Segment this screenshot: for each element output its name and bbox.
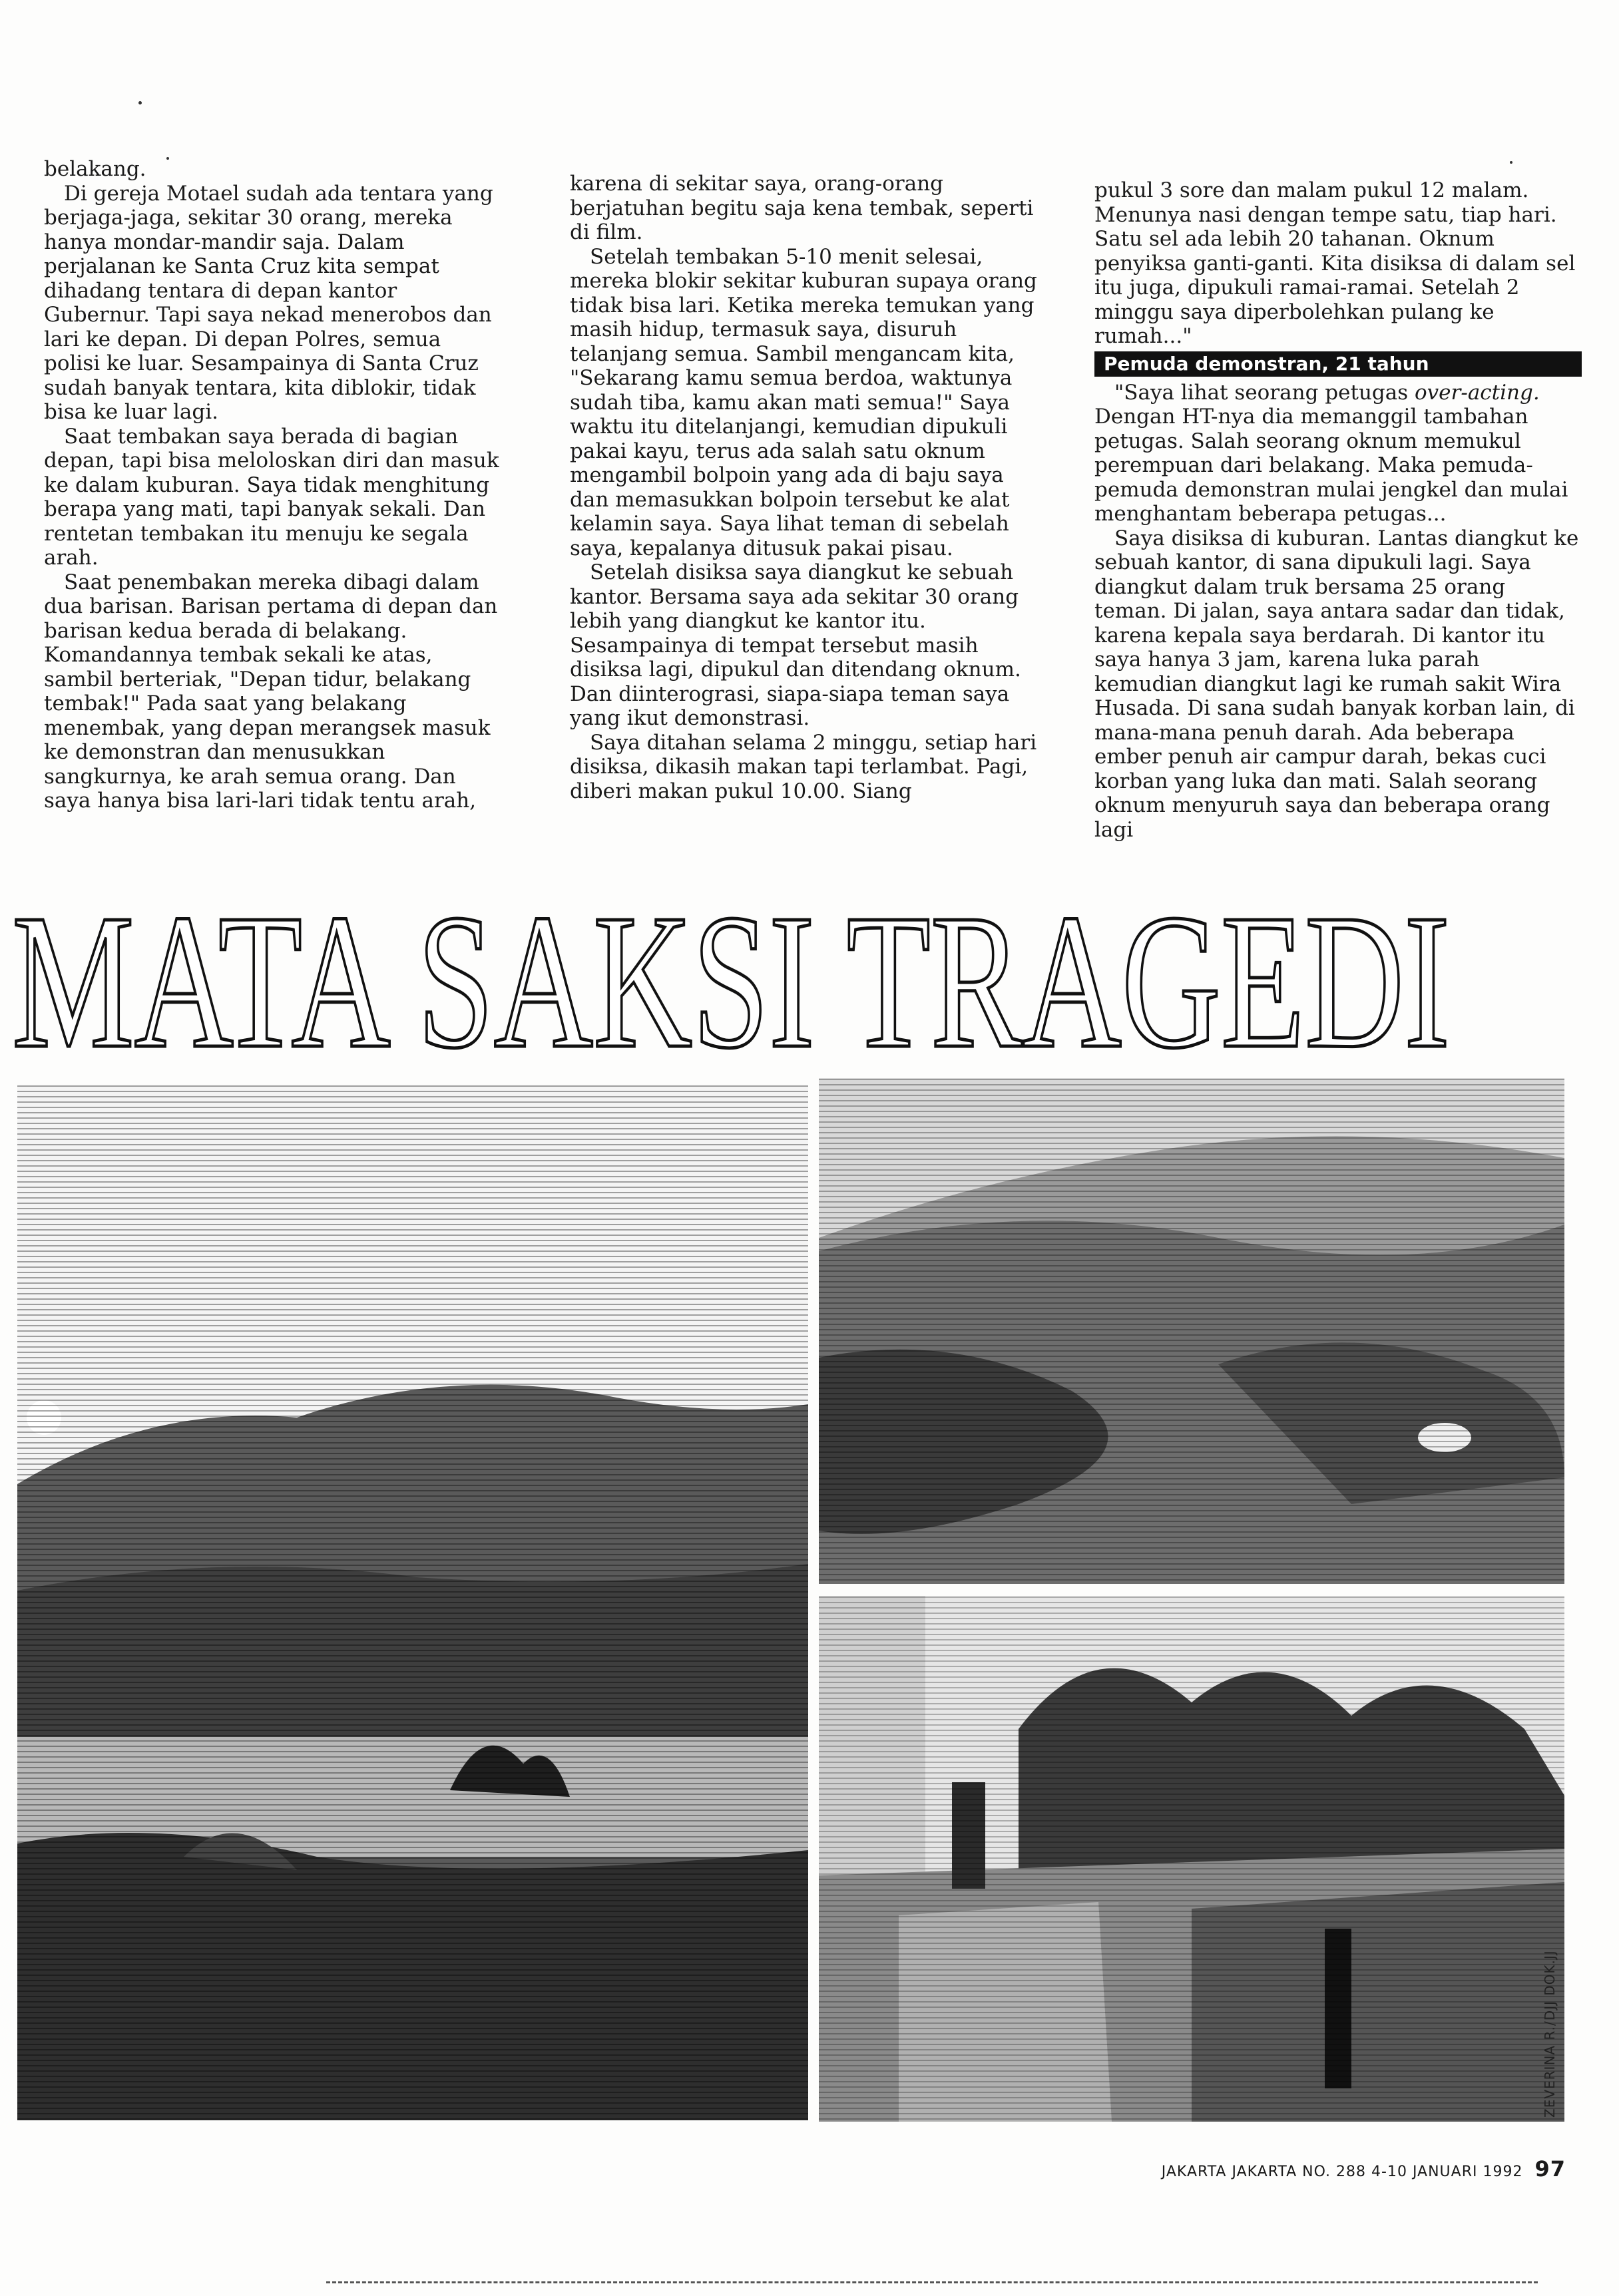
photo-hillside-aerial (819, 1078, 1564, 1584)
headline-text: MATA SAKSI TRAGEDI (12, 900, 1450, 1059)
paragraph: Saya disiksa di kuburan. Lantas diangkut ke sebuah kantor, di sana dipukuli lagi. Saya diangkut dalam truk bersama 25 orang teman. Di jalan, saya antara sadar dan tidak, karena kepala saya berdarah. Di kantor itu saya hanya 3 jam, karena luka parah kemudian diangkut lagi ke rumah sakit Wira Husada. Di sana sudah banyak korban lain, di mana-mana penuh darah. Ada beberapa ember penuh air campur darah, bekas cuci korban yang luka dan mati. Salah seorang oknum menyuruh saya dan beberapa orang lagi (1094, 526, 1579, 842)
article-column-1 (44, 157, 502, 813)
paragraph: karena di sekitar saya, orang-orang berjatuhan begitu saja kena tembak, seperti di film. (570, 172, 1034, 244)
paragraph: belakang. (44, 157, 146, 181)
quote-text: "Saya lihat seorang petugas (1114, 380, 1415, 405)
article-column-3 (1094, 178, 1582, 842)
footer-publication: JAKARTA JAKARTA NO. 288 4-10 JANUARI 1992 (1161, 2164, 1523, 2180)
paragraph: Setelah tembakan 5-10 menit selesai, mereka blokir sekitar kuburan supaya orang tidak bisa lari. Ketika mereka temukan yang masih hidup, termasuk saya, disuruh telanjang semua. Sambil mengancam kita, "Sekarang kamu semua berdoa, waktunya sudah tiba, kamu akan mati semua!" Saya waktu itu ditelanjangi, kemudian dipukuli pakai kayu, terus ada salah satu oknum mengambil bolpoin yang ada di baju saya dan memasukkan bolpoin tersebut ke alat kelamin saya. Saya lihat teman di sebelah saya, kepalanya ditusuk pakai pisau. (570, 244, 1037, 560)
section-subhead: Pemuda demonstran, 21 tahun (1094, 351, 1582, 377)
headline (12, 900, 1463, 1059)
photo-cemetery (819, 1596, 1564, 2122)
paragraph: Saya ditahan selama 2 minggu, setiap hari disiksa, dikasih makan tapi terlambat. Pagi, diberi makan pukul 10.00. Siang (570, 730, 1037, 803)
article-column-2 (570, 172, 1041, 803)
paragraph: Setelah disiksa saya diangkut ke sebuah kantor. Bersama saya ada sekitar 30 orang lebih yang diangkut ke kantor itu. Sesampainya di tempat tersebut masih disiksa lagi, dipukul dan ditendang oknum. Dan diinterograsi, siapa-siapa teman saya yang ikut demonstrasi. (570, 560, 1021, 730)
page-footer (1162, 2156, 1566, 2182)
page-number: 97 (1534, 2156, 1566, 2182)
paragraph: Saat tembakan saya berada di bagian depan, tapi bisa meloloskan diri dan masuk ke dalam kuburan. Saya tidak menghitung berapa yang mati, tapi banyak sekali. Dan rentetan tembakan itu menuju ke segala arah. (44, 424, 499, 570)
photo-hillside-landscape (17, 1085, 808, 2120)
quote-text: Dengan HT-nya dia memanggil tambahan petugas. Salah seorang oknum memukul perempuan dari belakang. Maka pemuda-pemuda demonstran mulai jengkel dan mulai menghantam beberapa petugas... (1094, 405, 1568, 526)
bottom-divider (326, 2281, 1538, 2283)
photo-credit: ZEVERINA R./DJJ DOK.JJ (1542, 1950, 1558, 2118)
quote-paragraph (1094, 381, 1582, 526)
paragraph: Di gereja Motael sudah ada tentara yang berjaga-jaga, sekitar 30 orang, mereka hanya mondar-mandir saja. Dalam perjalanan ke Santa Cruz kita sempat dihadang tentara di depan kantor Gubernur. Tapi saya nekad menerobos dan lari ke depan. Di depan Polres, semua polisi ke luar. Sesampainya di Santa Cruz sudah banyak tentara, kita diblokir, tidak bisa ke luar lagi. (44, 181, 493, 424)
print-speck (1510, 161, 1512, 164)
paragraph: pukul 3 sore dan malam pukul 12 malam. Menunya nasi dengan tempe satu, tiap hari. Satu sel ada lebih 20 tahanan. Oknum penyiksa ganti-ganti. Kita disiksa di dalam sel itu juga, dipukuli ramai-ramai. Setelah 2 minggu saya diperbolehkan pulang ke rumah..." (1094, 178, 1576, 348)
quote-italic: over-acting. (1415, 380, 1540, 405)
print-speck (138, 101, 142, 104)
paragraph: Saat penembakan mereka dibagi dalam dua barisan. Barisan pertama di depan dan barisan kedua berada di belakang. Komandannya tembak sekali ke atas, sambil berteriak, "Depan tidur, belakang tembak!" Pada saat yang belakang menembak, yang depan merangsek masuk ke demonstran dan menusukkan sangkurnya, ke arah semua orang. Dan saya hanya bisa lari-lari tidak tentu arah, (44, 570, 498, 813)
